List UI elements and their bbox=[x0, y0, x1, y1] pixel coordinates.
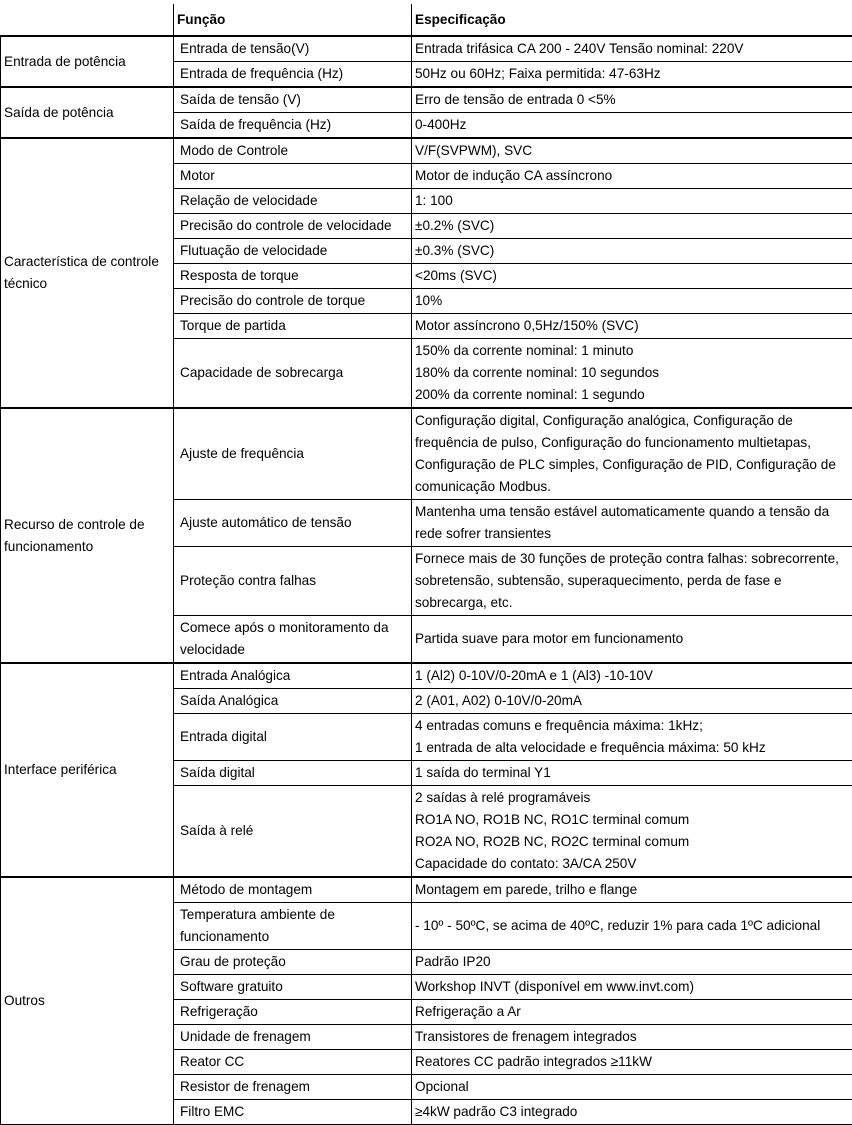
table-row bbox=[1, 408, 852, 500]
spec-line: Montagem em parede, trilho e flange bbox=[415, 879, 849, 901]
function-cell: Unidade de frenagem bbox=[174, 1025, 412, 1050]
spec-line: 50Hz ou 60Hz; Faixa permitida: 47-63Hz bbox=[415, 63, 849, 85]
spec-cell bbox=[412, 761, 852, 786]
table-row bbox=[1, 663, 852, 689]
spec-line: Mantenha uma tensão estável automaticamente quando a tensão da rede sofrer transientes bbox=[415, 501, 849, 545]
spec-line: 150% da corrente nominal: 1 minuto bbox=[415, 340, 849, 362]
function-cell: Saída digital bbox=[174, 761, 412, 786]
spec-cell bbox=[412, 289, 852, 314]
function-cell: Comece após o monitoramento da velocidade bbox=[174, 616, 412, 664]
spec-cell bbox=[412, 714, 852, 761]
spec-cell bbox=[412, 786, 852, 878]
spec-cell bbox=[412, 62, 852, 88]
function-cell: Método de montagem bbox=[174, 877, 412, 903]
spec-line: Partida suave para motor em funcionamento bbox=[415, 628, 849, 650]
function-cell: Resistor de frenagem bbox=[174, 1075, 412, 1100]
header-blank-cell bbox=[1, 4, 174, 36]
spec-cell bbox=[412, 239, 852, 264]
spec-cell bbox=[412, 314, 852, 339]
spec-cell bbox=[412, 1100, 852, 1125]
function-cell: Saída de frequência (Hz) bbox=[174, 113, 412, 139]
function-cell: Motor bbox=[174, 164, 412, 189]
spec-line: Motor assíncrono 0,5Hz/150% (SVC) bbox=[415, 315, 849, 337]
spec-cell bbox=[412, 189, 852, 214]
spec-cell bbox=[412, 1000, 852, 1025]
spec-line: <20ms (SVC) bbox=[415, 265, 849, 287]
spec-line: Reatores CC padrão integrados ≥11kW bbox=[415, 1051, 849, 1073]
spec-line: 1 entrada de alta velocidade e frequência máxima: 50 kHz bbox=[415, 737, 849, 759]
spec-cell bbox=[412, 87, 852, 113]
spec-line: 2 saídas à relé programáveis bbox=[415, 787, 849, 809]
spec-line: 2 (A01, A02) 0-10V/0-20mA bbox=[415, 690, 849, 712]
spec-line: ±0.3% (SVC) bbox=[415, 240, 849, 262]
category-cell: Interface periférica bbox=[1, 663, 174, 877]
function-cell: Ajuste de frequência bbox=[174, 408, 412, 500]
spec-cell bbox=[412, 113, 852, 139]
spec-cell bbox=[412, 500, 852, 547]
function-cell: Grau de proteção bbox=[174, 950, 412, 975]
spec-cell bbox=[412, 408, 852, 500]
function-cell: Entrada digital bbox=[174, 714, 412, 761]
spec-line: RO1A NO, RO1B NC, RO1C terminal comum bbox=[415, 809, 849, 831]
spec-cell bbox=[412, 903, 852, 950]
spec-line: Capacidade do contato: 3A/CA 250V bbox=[415, 853, 849, 875]
function-cell: Filtro EMC bbox=[174, 1100, 412, 1125]
function-cell: Resposta de torque bbox=[174, 264, 412, 289]
spec-line: 1: 100 bbox=[415, 190, 849, 212]
header-spec: Especificação bbox=[412, 4, 852, 36]
spec-line: V/F(SVPWM), SVC bbox=[415, 140, 849, 162]
spec-line: 4 entradas comuns e frequência máxima: 1kHz; bbox=[415, 715, 849, 737]
function-cell: Ajuste automático de tensão bbox=[174, 500, 412, 547]
spec-line: Opcional bbox=[415, 1076, 849, 1098]
spec-cell bbox=[412, 616, 852, 664]
spec-cell bbox=[412, 877, 852, 903]
function-cell: Proteção contra falhas bbox=[174, 547, 412, 616]
header-function: Função bbox=[174, 4, 412, 36]
spec-cell bbox=[412, 138, 852, 164]
function-cell: Entrada de frequência (Hz) bbox=[174, 62, 412, 88]
function-cell: Flutuação de velocidade bbox=[174, 239, 412, 264]
spec-cell bbox=[412, 1025, 852, 1050]
spec-line: Entrada trifásica CA 200 - 240V Tensão nominal: 220V bbox=[415, 38, 849, 60]
function-cell: Precisão do controle de torque bbox=[174, 289, 412, 314]
function-cell: Saída de tensão (V) bbox=[174, 87, 412, 113]
function-cell: Saída Analógica bbox=[174, 689, 412, 714]
spec-line: - 10º - 50ºC, se acima de 40ºC, reduzir 1% para cada 1ºC adicional bbox=[415, 915, 849, 937]
spec-line: 1 (Al2) 0-10V/0-20mA e 1 (Al3) -10-10V bbox=[415, 665, 849, 687]
spec-cell bbox=[412, 1050, 852, 1075]
spec-line: Padrão IP20 bbox=[415, 951, 849, 973]
spec-line: Transistores de frenagem integrados bbox=[415, 1026, 849, 1048]
spec-line: Refrigeração a Ar bbox=[415, 1001, 849, 1023]
category-cell: Entrada de potência bbox=[1, 36, 174, 87]
spec-cell bbox=[412, 1075, 852, 1100]
function-cell: Capacidade de sobrecarga bbox=[174, 339, 412, 409]
spec-line: 0-400Hz bbox=[415, 114, 849, 136]
category-cell: Característica de controle técnico bbox=[1, 138, 174, 408]
spec-line: Motor de indução CA assíncrono bbox=[415, 165, 849, 187]
function-cell: Modo de Controle bbox=[174, 138, 412, 164]
function-cell: Software gratuito bbox=[174, 975, 412, 1000]
function-cell: Temperatura ambiente de funcionamento bbox=[174, 903, 412, 950]
function-cell: Precisão do controle de velocidade bbox=[174, 214, 412, 239]
table-row bbox=[1, 36, 852, 62]
function-cell: Entrada de tensão(V) bbox=[174, 36, 412, 62]
table-row bbox=[1, 87, 852, 113]
spec-cell bbox=[412, 164, 852, 189]
spec-cell bbox=[412, 689, 852, 714]
spec-line: Fornece mais de 30 funções de proteção contra falhas: sobrecorrente, sobretensão, subtensão, superaquecimento, perda de fase e sobrecarga, etc. bbox=[415, 548, 849, 614]
spec-cell bbox=[412, 339, 852, 409]
spec-line: 180% da corrente nominal: 10 segundos bbox=[415, 362, 849, 384]
spec-line: Configuração digital, Configuração analógica, Configuração de frequência de pulso, Configuração do funcionamento multietapas, Configuração de PLC simples, Configuração de PID, Configuração de comunicação Modbus. bbox=[415, 410, 849, 498]
spec-table bbox=[0, 4, 852, 1125]
table-header bbox=[1, 4, 852, 36]
table-body bbox=[1, 36, 852, 1125]
function-cell: Saída à relé bbox=[174, 786, 412, 878]
spec-line: Erro de tensão de entrada 0 <5% bbox=[415, 89, 849, 111]
spec-cell bbox=[412, 950, 852, 975]
spec-line: 10% bbox=[415, 290, 849, 312]
spec-cell bbox=[412, 975, 852, 1000]
table-row bbox=[1, 877, 852, 903]
spec-cell bbox=[412, 663, 852, 689]
spec-line: ±0.2% (SVC) bbox=[415, 215, 849, 237]
function-cell: Refrigeração bbox=[174, 1000, 412, 1025]
function-cell: Reator CC bbox=[174, 1050, 412, 1075]
spec-cell bbox=[412, 214, 852, 239]
category-cell: Outros bbox=[1, 877, 174, 1125]
function-cell: Relação de velocidade bbox=[174, 189, 412, 214]
spec-line: 1 saída do terminal Y1 bbox=[415, 762, 849, 784]
category-cell: Saída de potência bbox=[1, 87, 174, 138]
category-cell: Recurso de controle de funcionamento bbox=[1, 408, 174, 663]
spec-cell bbox=[412, 264, 852, 289]
spec-cell bbox=[412, 36, 852, 62]
spec-line: 200% da corrente nominal: 1 segundo bbox=[415, 384, 849, 406]
spec-line: RO2A NO, RO2B NC, RO2C terminal comum bbox=[415, 831, 849, 853]
spec-cell bbox=[412, 547, 852, 616]
spec-line: Workshop INVT (disponível em www.invt.com) bbox=[415, 976, 849, 998]
table-row bbox=[1, 138, 852, 164]
function-cell: Entrada Analógica bbox=[174, 663, 412, 689]
spec-line: ≥4kW padrão C3 integrado bbox=[415, 1101, 849, 1123]
function-cell: Torque de partida bbox=[174, 314, 412, 339]
